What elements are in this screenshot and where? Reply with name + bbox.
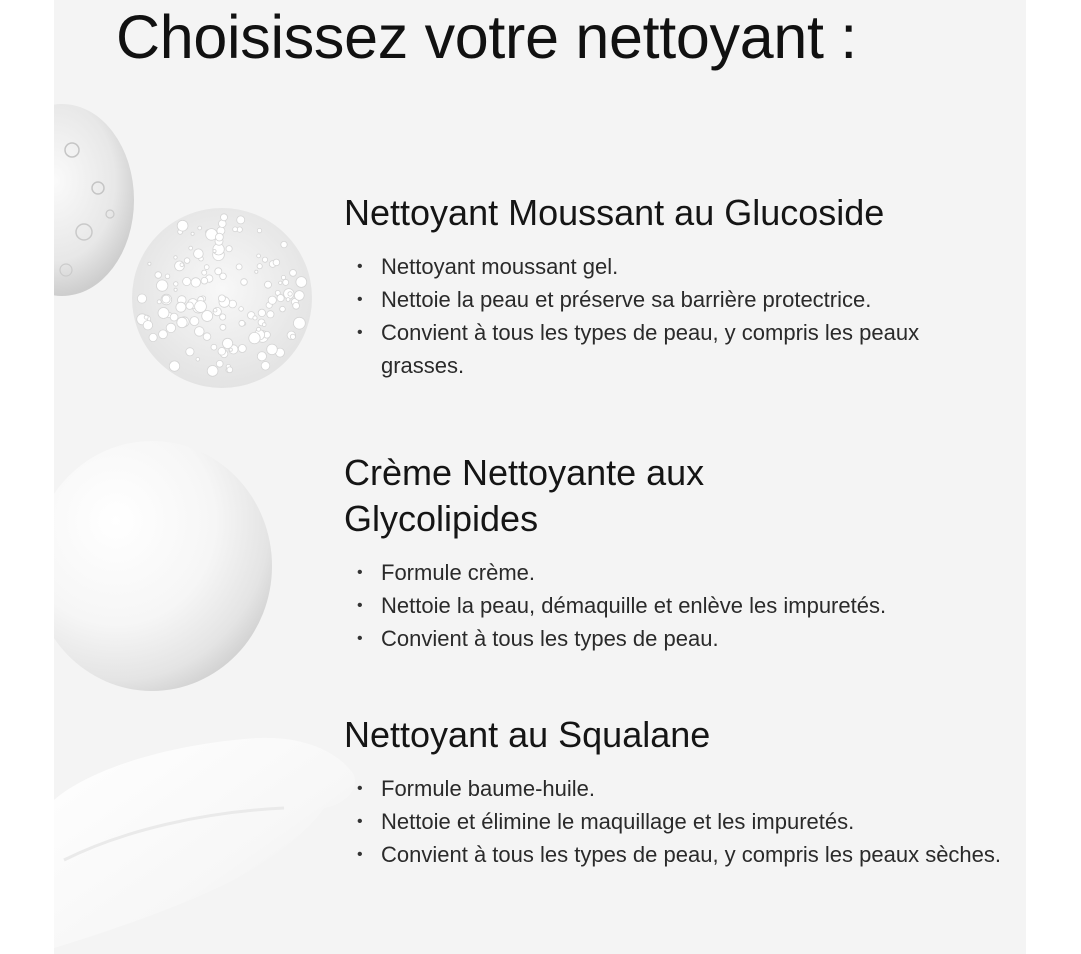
cream-sphere-icon: [54, 441, 272, 691]
product-bullets: [344, 250, 1004, 382]
page-title: Choisissez votre nettoyant :: [116, 3, 857, 71]
foam-bubbles-icon: [132, 208, 312, 388]
product-glycolipid-cream: [344, 450, 1004, 655]
bullet-item: • Convient à tous les types de peau, y compris les peaux grasses.: [344, 316, 1004, 382]
bullet-item: • Formule baume-huile.: [344, 772, 1004, 805]
product-squalane-cleanser: [344, 712, 1004, 871]
gel-drop-icon: [54, 104, 134, 296]
product-glucoside-cleanser: [344, 190, 1004, 382]
bullet-item: • Convient à tous les types de peau, y compris les peaux sèches.: [344, 838, 1004, 871]
product-name: Nettoyant au Squalane: [344, 714, 711, 755]
bullet-item: • Nettoie la peau et préserve sa barrière protectrice.: [344, 283, 1004, 316]
bullet-item: • Formule crème.: [344, 556, 1004, 589]
bullet-item: • Convient à tous les types de peau.: [344, 622, 1004, 655]
bullet-item: • Nettoie la peau, démaquille et enlève les impuretés.: [344, 589, 1004, 622]
bullet-item: • Nettoyant moussant gel.: [344, 250, 1004, 283]
product-name: Crème Nettoyante aux Glycolipides: [344, 452, 705, 539]
product-bullets: [344, 772, 1004, 871]
product-panel: [54, 0, 1026, 954]
product-name: Nettoyant Moussant au Glucoside: [344, 192, 885, 233]
balm-smear-icon: [54, 738, 355, 948]
bullet-item: • Nettoie et élimine le maquillage et les impuretés.: [344, 805, 1004, 838]
product-bullets: [344, 556, 1004, 655]
